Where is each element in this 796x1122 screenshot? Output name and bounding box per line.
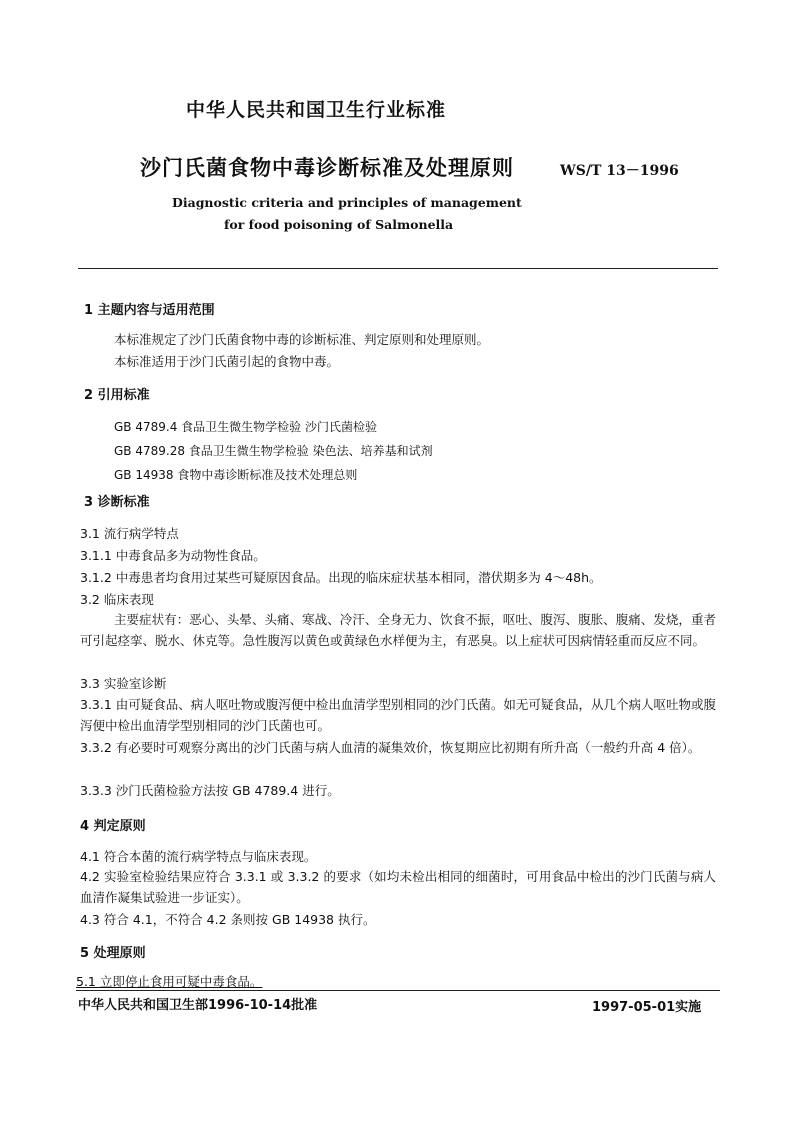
clause-3-2: 3.2 临床表现	[80, 592, 154, 607]
clause-3-1: 3.1 流行病学特点	[80, 526, 179, 541]
clause-4-2: 4.2 实验室检验结果应符合 3.3.1 或 3.3.2 的要求（如均未检出相同的细菌时，可用食品中检出的沙门氏菌与病人血清作凝集试验进一步证实）。	[80, 869, 716, 905]
clause-4-1: 4.1 符合本菌的流行病学特点与临床表现。	[80, 849, 317, 864]
section-5-heading: 5 处理原则	[80, 946, 146, 961]
document-title: 沙门氏菌食物中毒诊断标准及处理原则	[140, 156, 514, 180]
header-divider	[78, 268, 718, 269]
section-1-para-2: 本标准适用于沙门氏菌引起的食物中毒。	[114, 354, 340, 369]
english-title-line-2: for food poisoning of Salmonella	[224, 217, 454, 232]
section-1-heading: 1 主题内容与适用范围	[84, 303, 215, 318]
clause-3-1-2: 3.1.2 中毒患者均食用过某些可疑原因食品。出现的临床症状基本相同，潜伏期多为 4～48h。	[80, 570, 602, 585]
clause-3-1-1: 3.1.1 中毒食品多为动物性食品。	[80, 548, 266, 563]
section-4-heading: 4 判定原则	[80, 819, 146, 834]
clause-3-3-3: 3.3.3 沙门氏菌检验方法按 GB 4789.4 进行。	[80, 783, 340, 798]
footer-divider	[76, 990, 720, 991]
approval-statement: 中华人民共和国卫生部1996-10-14批准	[78, 998, 318, 1013]
section-1-para-1: 本标准规定了沙门氏菌食物中毒的诊断标准、判定原则和处理原则。	[114, 332, 490, 347]
clause-3-3-1: 3.3.1 由可疑食品、病人呕吐物或腹泻便中检出血清学型别相同的沙门氏菌。如无可疑食品，从几个病人呕吐物或腹泻便中检出血清学型别相同的沙门氏菌也可。	[80, 697, 716, 733]
reference-item: GB 4789.4 食品卫生微生物学检验 沙门氏菌检验	[114, 420, 377, 434]
section-3-heading: 3 诊断标准	[84, 495, 150, 510]
reference-item: GB 14938 食物中毒诊断标准及技术处理总则	[114, 468, 358, 482]
clause-3-3: 3.3 实验室诊断	[80, 676, 167, 691]
clause-4-3: 4.3 符合 4.1，不符合 4.2 条则按 GB 14938 执行。	[80, 912, 376, 927]
issuing-authority: 中华人民共和国卫生行业标准	[186, 99, 447, 121]
clause-5-1: 5.1 立即停止食用可疑中毒食品。	[76, 974, 263, 989]
implementation-date: 1997-05-01实施	[592, 1000, 702, 1015]
english-title-line-1: Diagnostic criteria and principles of management	[172, 195, 522, 210]
section-2-heading: 2 引用标准	[84, 388, 150, 403]
clause-3-3-2: 3.3.2 有必要时可观察分离出的沙门氏菌与病人血清的凝集效价，恢复期应比初期有所升高（一般约升高 4 倍）。	[80, 740, 701, 755]
standard-code: WS/T 13－1996	[560, 163, 679, 179]
clause-3-2-text: 主要症状有：恶心、头晕、头痛、寒战、冷汗、全身无力、饮食不振，呕吐、腹泻、腹胀、腹痛、发烧，重者可引起痉挛、脱水、休克等。急性腹泻以黄色或黄绿色水样便为主，有恶臭。以上症状可因病情轻重而反应不同。	[80, 612, 716, 648]
reference-item: GB 4789.28 食品卫生微生物学检验 染色法、培养基和试剂	[114, 444, 433, 458]
